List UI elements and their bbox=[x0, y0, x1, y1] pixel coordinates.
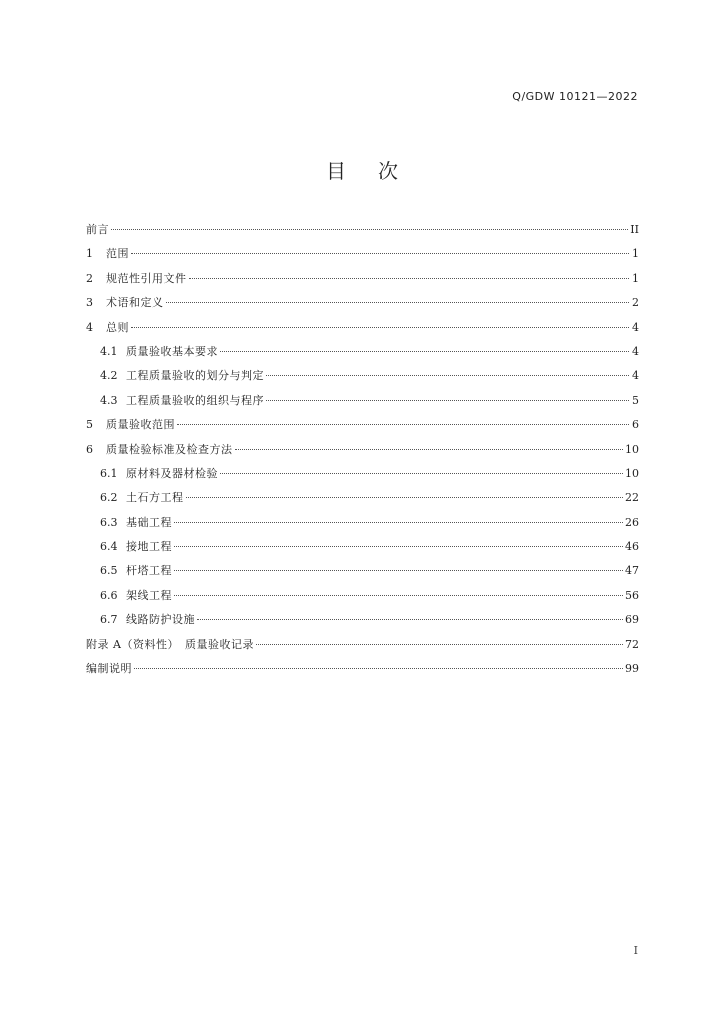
toc-entry-title: 杆塔工程 bbox=[126, 564, 172, 578]
toc-entry-number: 4.2 bbox=[100, 369, 118, 383]
toc-entry[interactable] bbox=[86, 466, 639, 490]
toc-entry-title: 编制说明 bbox=[86, 662, 132, 676]
toc-dot-leader bbox=[174, 522, 623, 523]
toc-entry-title: 附录 A（资料性） 质量验收记录 bbox=[86, 637, 254, 651]
toc-entry-number: 6.2 bbox=[100, 491, 118, 505]
toc-entry-number: 4 bbox=[86, 320, 93, 334]
toc-dot-leader bbox=[174, 570, 623, 571]
toc-entry-number: 5 bbox=[86, 418, 93, 432]
toc-dot-leader bbox=[197, 619, 623, 620]
toc-entry-number: 6.5 bbox=[100, 564, 118, 578]
toc-entry-page: 46 bbox=[625, 540, 639, 554]
toc-entry[interactable] bbox=[86, 295, 639, 319]
toc-entry-title: 土石方工程 bbox=[126, 491, 184, 505]
toc-entry-page: 22 bbox=[625, 491, 639, 505]
toc-entry-title: 接地工程 bbox=[126, 540, 172, 554]
toc-entry[interactable] bbox=[86, 393, 639, 417]
toc-dot-leader bbox=[189, 278, 630, 279]
toc-entry-title: 质量验收基本要求 bbox=[126, 344, 218, 358]
toc-dot-leader bbox=[111, 229, 628, 230]
toc-entry-page: 6 bbox=[632, 418, 639, 432]
toc-dot-leader bbox=[235, 449, 624, 450]
toc-entry-number: 2 bbox=[86, 271, 93, 285]
toc-entry-title: 范围 bbox=[106, 247, 129, 261]
toc-entry-page: 69 bbox=[625, 613, 639, 627]
toc-entry-title: 基础工程 bbox=[126, 515, 172, 529]
toc-entry-page: 10 bbox=[625, 442, 639, 456]
toc-entry[interactable] bbox=[86, 246, 639, 270]
toc-entry-title: 规范性引用文件 bbox=[106, 271, 187, 285]
toc-entry-number: 4.1 bbox=[100, 344, 118, 358]
toc-entry-page: 72 bbox=[625, 637, 639, 651]
toc-dot-leader bbox=[220, 473, 623, 474]
toc-entry-title: 质量检验标准及检查方法 bbox=[106, 442, 233, 456]
table-of-contents bbox=[86, 222, 639, 685]
toc-entry-number: 6.6 bbox=[100, 588, 118, 602]
toc-entry[interactable] bbox=[86, 222, 639, 246]
toc-entry-page: 4 bbox=[632, 369, 639, 383]
toc-entry-page: 1 bbox=[632, 271, 639, 285]
toc-entry-number: 1 bbox=[86, 247, 93, 261]
toc-dot-leader bbox=[186, 497, 624, 498]
document-id: Q/GDW 10121—2022 bbox=[512, 90, 638, 103]
toc-entry-number: 6.4 bbox=[100, 540, 118, 554]
toc-dot-leader bbox=[266, 375, 629, 376]
toc-entry-title: 术语和定义 bbox=[106, 296, 164, 310]
toc-entry-title: 工程质量验收的划分与判定 bbox=[126, 369, 264, 383]
toc-entry-number: 6.1 bbox=[100, 466, 118, 480]
toc-entry[interactable] bbox=[86, 612, 639, 636]
toc-entry-page: 4 bbox=[632, 320, 639, 334]
toc-entry[interactable] bbox=[86, 539, 639, 563]
toc-dot-leader bbox=[166, 302, 630, 303]
toc-entry[interactable] bbox=[86, 661, 639, 685]
toc-entry[interactable] bbox=[86, 271, 639, 295]
toc-entry[interactable] bbox=[86, 417, 639, 441]
toc-entry-number: 6 bbox=[86, 442, 93, 456]
toc-entry-title: 原材料及器材检验 bbox=[126, 466, 218, 480]
toc-entry[interactable] bbox=[86, 490, 639, 514]
toc-entry-number: 6.7 bbox=[100, 613, 118, 627]
toc-entry[interactable] bbox=[86, 563, 639, 587]
toc-entry-page: 26 bbox=[625, 515, 639, 529]
toc-dot-leader bbox=[131, 253, 629, 254]
toc-entry-page: 4 bbox=[632, 344, 639, 358]
page-title: 目次 bbox=[326, 159, 430, 183]
toc-entry-number: 6.3 bbox=[100, 515, 118, 529]
toc-entry-number: 3 bbox=[86, 296, 93, 310]
toc-entry[interactable] bbox=[86, 320, 639, 344]
toc-entry-title: 架线工程 bbox=[126, 588, 172, 602]
toc-entry-title: 前言 bbox=[86, 223, 109, 236]
toc-dot-leader bbox=[174, 546, 623, 547]
toc-entry[interactable] bbox=[86, 515, 639, 539]
toc-entry-title: 工程质量验收的组织与程序 bbox=[126, 393, 264, 407]
toc-dot-leader bbox=[134, 668, 623, 669]
toc-dot-leader bbox=[220, 351, 629, 352]
toc-dot-leader bbox=[256, 644, 623, 645]
toc-entry[interactable] bbox=[86, 344, 639, 368]
toc-entry-page: 56 bbox=[625, 588, 639, 602]
toc-entry[interactable] bbox=[86, 368, 639, 392]
toc-entry[interactable] bbox=[86, 637, 639, 661]
toc-entry-title: 总则 bbox=[106, 320, 129, 334]
toc-entry-page: II bbox=[630, 223, 639, 236]
toc-entry-page: 47 bbox=[625, 564, 639, 578]
toc-entry-title: 线路防护设施 bbox=[126, 613, 195, 627]
toc-entry-page: 2 bbox=[632, 296, 639, 310]
toc-dot-leader bbox=[131, 327, 629, 328]
page-number: I bbox=[633, 944, 638, 957]
toc-entry[interactable] bbox=[86, 588, 639, 612]
toc-dot-leader bbox=[174, 595, 623, 596]
toc-dot-leader bbox=[177, 424, 629, 425]
toc-entry-page: 1 bbox=[632, 247, 639, 261]
toc-entry[interactable] bbox=[86, 442, 639, 466]
toc-entry-title: 质量验收范围 bbox=[106, 418, 175, 432]
toc-dot-leader bbox=[266, 400, 629, 401]
toc-entry-page: 99 bbox=[625, 662, 639, 676]
toc-entry-number: 4.3 bbox=[100, 393, 118, 407]
toc-entry-page: 10 bbox=[625, 466, 639, 480]
toc-entry-page: 5 bbox=[632, 393, 639, 407]
